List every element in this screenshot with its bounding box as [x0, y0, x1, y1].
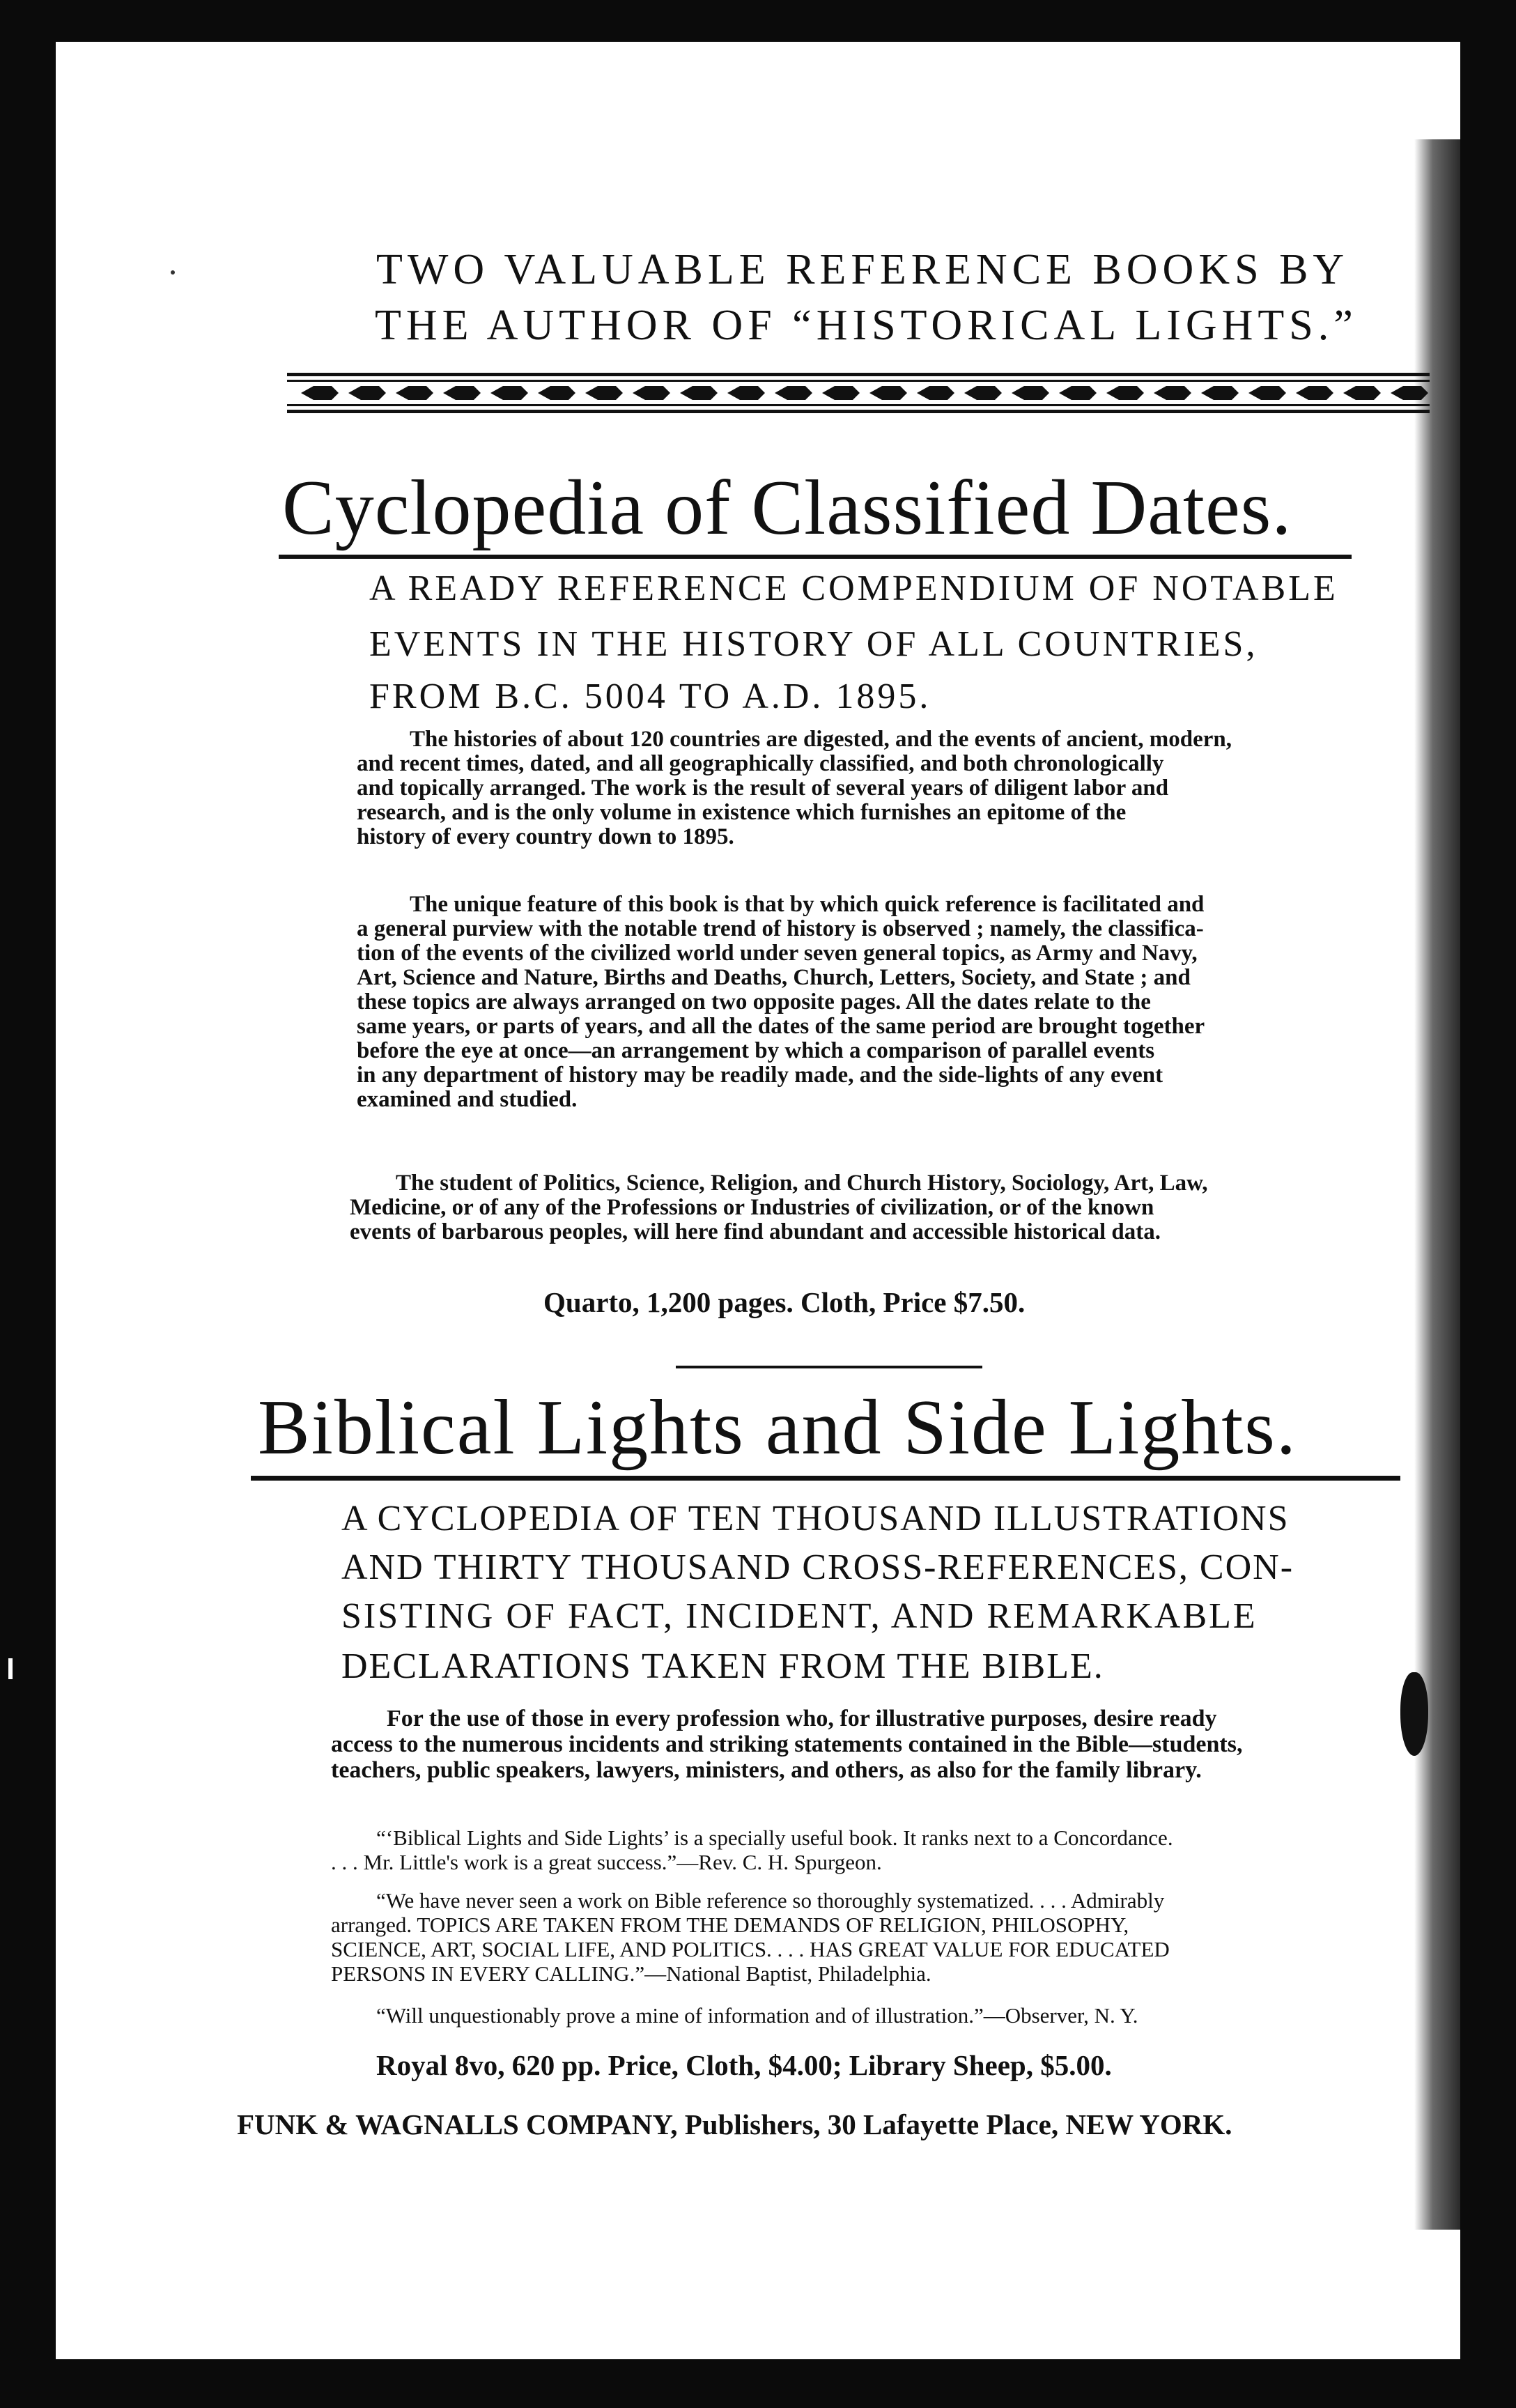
ornament-lozenge [917, 386, 954, 400]
book1-para2-line: before the eye at once—an arrangement by which a comparison of parallel events [357, 1038, 1155, 1063]
book1-para2-line: Art, Science and Nature, Births and Deaths, Church, Letters, Society, and State ; and [357, 965, 1191, 990]
book2-title-rule [251, 1476, 1400, 1481]
scan-border-bottom [0, 2359, 1516, 2408]
ink-speck [171, 270, 175, 275]
ornament-lozenge [775, 386, 812, 400]
book2-subtitle-line: DECLARATIONS TAKEN FROM THE BIBLE. [341, 1646, 1104, 1686]
header-line-2: THE AUTHOR OF “HISTORICAL LIGHTS.” [375, 302, 1358, 349]
book2-quote-line: arranged. TOPICS ARE TAKEN FROM THE DEMANDS OF RELIGION, PHILOSOPHY, [331, 1913, 1129, 1937]
book2-title: Biblical Lights and Side Lights. [258, 1384, 1297, 1471]
book2-quote-line: “We have never seen a work on Bible reference so thoroughly systematized. . . . Admirably [376, 1888, 1165, 1913]
ornament-lozenge [727, 386, 765, 400]
book2-quote-line: PERSONS IN EVERY CALLING.”—National Baptist, Philadelphia. [331, 1961, 931, 1986]
book1-para1-line: The histories of about 120 countries are digested, and the events of ancient, modern, [410, 727, 1232, 752]
scan-border-left [0, 0, 56, 2408]
scan-border-right [1460, 0, 1516, 2408]
ornament-lozenge [443, 386, 481, 400]
ornamental-border [287, 373, 1430, 413]
book1-para2-line: in any department of history may be readily made, and the side-lights of any event [357, 1063, 1163, 1088]
book2-quote-line: SCIENCE, ART, SOCIAL LIFE, AND POLITICS. . . . HAS GREAT VALUE FOR EDUCATED [331, 1937, 1170, 1961]
book1-para3-line: The student of Politics, Science, Religion, and Church History, Sociology, Art, Law, [396, 1171, 1208, 1196]
ink-blot [1400, 1672, 1428, 1756]
ornament-lozenge [633, 386, 670, 400]
header-line-1: TWO VALUABLE REFERENCE BOOKS BY [376, 246, 1349, 293]
ornament-lozenge [301, 386, 339, 400]
book1-para2-line: these topics are always arranged on two opposite pages. All the dates relate to the [357, 989, 1151, 1014]
book1-para1-line: research, and is the only volume in existence which furnishes an epitome of the [357, 800, 1127, 825]
ornament-lozenge [1343, 386, 1381, 400]
book1-title-rule [279, 555, 1352, 559]
book1-subtitle-line: FROM B.C. 5004 TO A.D. 1895. [369, 677, 931, 716]
book1-para3-line: Medicine, or of any of the Professions or Industries of civilization, or of the known [350, 1195, 1154, 1220]
ornament-lozenge [1296, 386, 1333, 400]
book2-quote-line: . . . Mr. Little's work is a great success.”—Rev. C. H. Spurgeon. [331, 1850, 882, 1874]
ornament-lozenge [822, 386, 860, 400]
ornament-lozenge [964, 386, 1002, 400]
book2-para1-line: teachers, public speakers, lawyers, ministers, and others, as also for the family library. [331, 1757, 1202, 1783]
book1-para2-line: The unique feature of this book is that by which quick reference is facilitated and [410, 892, 1205, 917]
ornament-lozenge [1201, 386, 1239, 400]
book1-subtitle-line: EVENTS IN THE HISTORY OF ALL COUNTRIES, [369, 624, 1258, 664]
book1-para2-line: examined and studied. [357, 1087, 578, 1112]
book1-title: Cyclopedia of Classified Dates. [282, 465, 1292, 551]
ornament-lozenge [680, 386, 718, 400]
book1-para2-line: tion of the events of the civilized world under seven general topics, as Army and Navy, [357, 941, 1198, 966]
ornament-lozenge [1059, 386, 1097, 400]
book1-para1-line: history of every country down to 1895. [357, 824, 734, 849]
publisher-line: FUNK & WAGNALLS COMPANY, Publishers, 30 Lafayette Place, NEW YORK. [237, 2108, 1232, 2140]
book2-subtitle-line: A CYCLOPEDIA OF TEN THOUSAND ILLUSTRATIONS [341, 1499, 1290, 1538]
ornament-lozenge [396, 386, 433, 400]
ornament-lozenge [348, 386, 386, 400]
ornament-lozenge [585, 386, 623, 400]
scan-border-top [0, 0, 1516, 42]
book1-para2-line: a general purview with the notable trend of history is observed ; namely, the classifica- [357, 916, 1204, 941]
section-divider [676, 1366, 982, 1368]
ornament-lozenge [1391, 386, 1428, 400]
ornament-lozenge [869, 386, 907, 400]
book2-quote-line: “Will unquestionably prove a mine of information and of illustration.”—Observer, N. Y. [376, 2003, 1138, 2028]
book1-para2-line: same years, or parts of years, and all the dates of the same period are brought together [357, 1014, 1205, 1039]
ornament-lozenge [1012, 386, 1049, 400]
ornament-lozenge [490, 386, 528, 400]
book2-subtitle-line: AND THIRTY THOUSAND CROSS-REFERENCES, CON- [341, 1548, 1294, 1587]
book2-quote-line: “‘Biblical Lights and Side Lights’ is a specially useful book. It ranks next to a Concordance. [376, 1826, 1173, 1850]
book1-para1-line: and topically arranged. The work is the result of several years of diligent labor and [357, 775, 1169, 801]
ornament-lozenge [1248, 386, 1286, 400]
book2-para1-line: For the use of those in every profession who, for illustrative purposes, desire ready [387, 1706, 1217, 1731]
book2-para1-line: access to the numerous incidents and striking statements contained in the Bible—students, [331, 1731, 1243, 1757]
ornament-lozenge [538, 386, 575, 400]
book1-para1-line: and recent times, dated, and all geographically classified, and both chronologically [357, 751, 1164, 776]
ornament-lozenge [1154, 386, 1191, 400]
book1-subtitle-line: A READY REFERENCE COMPENDIUM OF NOTABLE [369, 569, 1338, 608]
ornament-lozenge [1106, 386, 1144, 400]
scan-mark [8, 1658, 13, 1679]
book1-price: Quarto, 1,200 pages. Cloth, Price $7.50. [543, 1286, 1026, 1318]
book2-subtitle-line: SISTING OF FACT, INCIDENT, AND REMARKABLE [341, 1596, 1258, 1636]
book2-price: Royal 8vo, 620 pp. Price, Cloth, $4.00; Library Sheep, $5.00. [376, 2049, 1112, 2081]
scan-shadow-right [1414, 139, 1460, 2230]
book1-para3-line: events of barbarous peoples, will here find abundant and accessible historical data. [350, 1219, 1161, 1244]
